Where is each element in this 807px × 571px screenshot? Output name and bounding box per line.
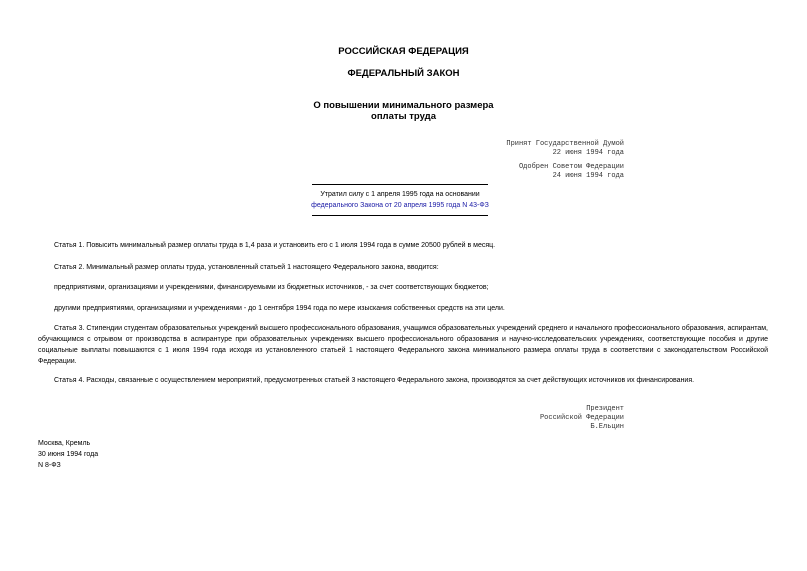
law-title-line-1: О повышении минимального размера bbox=[313, 100, 494, 111]
notice-text: Утратил силу с 1 апреля 1995 года на основании bbox=[320, 191, 480, 198]
article-1: Статья 1. Повысить минимальный размер оплаты труда в 1,4 раза и установить его с 1 июля 1994 года в сумме 20500 рублей в месяц. bbox=[54, 242, 496, 249]
adoption-council-line-1: Одобрен Советом Федерации bbox=[518, 163, 624, 171]
signature-title: Президент bbox=[586, 405, 624, 413]
article-3: Статья 3. Стипендии студентам образовательных учреждений высшего профессионального образования, учащимся образовательных учреждений среднего и начального профессионального образования, аспирантам, обучающимся с отрывом от производства в аспирантуре при образовательных учреждениях высшего профессионального образования и научно-исследовательских учреждениях, соответствующие пособия и другие социальные выплаты повышаются с 1 июля 1994 года исходя из установленного статьей 1 настоящего Федерального закона минимального размера оплаты труда в соответствии с законодательством Российской Федерации. bbox=[38, 325, 768, 365]
adoption-duma-line-2: 22 июня 1994 года bbox=[552, 149, 624, 157]
law-number: N 8-ФЗ bbox=[38, 462, 61, 469]
notice-bottom-rule bbox=[312, 215, 488, 216]
signature-block bbox=[404, 405, 624, 432]
repeal-notice bbox=[310, 184, 490, 216]
article-2-item-1: предприятиями, организациями и учреждениями, финансируемыми из бюджетных источников, - за счет соответствующих бюджетов; bbox=[54, 284, 489, 291]
adoption-duma bbox=[404, 140, 624, 158]
notice-link-line bbox=[310, 200, 490, 211]
sign-place: Москва, Кремль bbox=[38, 440, 91, 447]
law-title-line-2: оплаты труда bbox=[371, 111, 436, 122]
article-2-item-2: другими предприятиями, организациями и учреждениями - до 1 сентября 1994 года по мере изыскания собственных средств на эти цели. bbox=[54, 305, 505, 312]
adoption-duma-line-1: Принят Государственной Думой bbox=[506, 140, 624, 148]
notice-top-rule bbox=[312, 184, 488, 185]
article-2: Статья 2. Минимальный размер оплаты труда, установленный статьей 1 настоящего Федерального закона, вводится: bbox=[54, 264, 439, 271]
signature-country: Российской Федерации bbox=[539, 414, 624, 422]
repeal-law-link[interactable]: федерального Закона от 20 апреля 1995 года N 43-ФЗ bbox=[311, 202, 489, 209]
sign-date: 30 июня 1994 года bbox=[38, 451, 99, 458]
article-4: Статья 4. Расходы, связанные с осуществлением мероприятий, предусмотренных статьей 3 настоящего Федерального закона, производятся за счет действующих источников их финансирования. bbox=[54, 377, 695, 384]
country-heading: РОССИЙСКАЯ ФЕДЕРАЦИЯ bbox=[338, 46, 469, 57]
law-type-heading: ФЕДЕРАЛЬНЫЙ ЗАКОН bbox=[347, 68, 460, 79]
signature-name: Б.Ельцин bbox=[590, 423, 624, 431]
adoption-council-line-2: 24 июня 1994 года bbox=[552, 172, 624, 180]
adoption-council bbox=[404, 163, 624, 181]
place-date-block bbox=[38, 438, 98, 471]
